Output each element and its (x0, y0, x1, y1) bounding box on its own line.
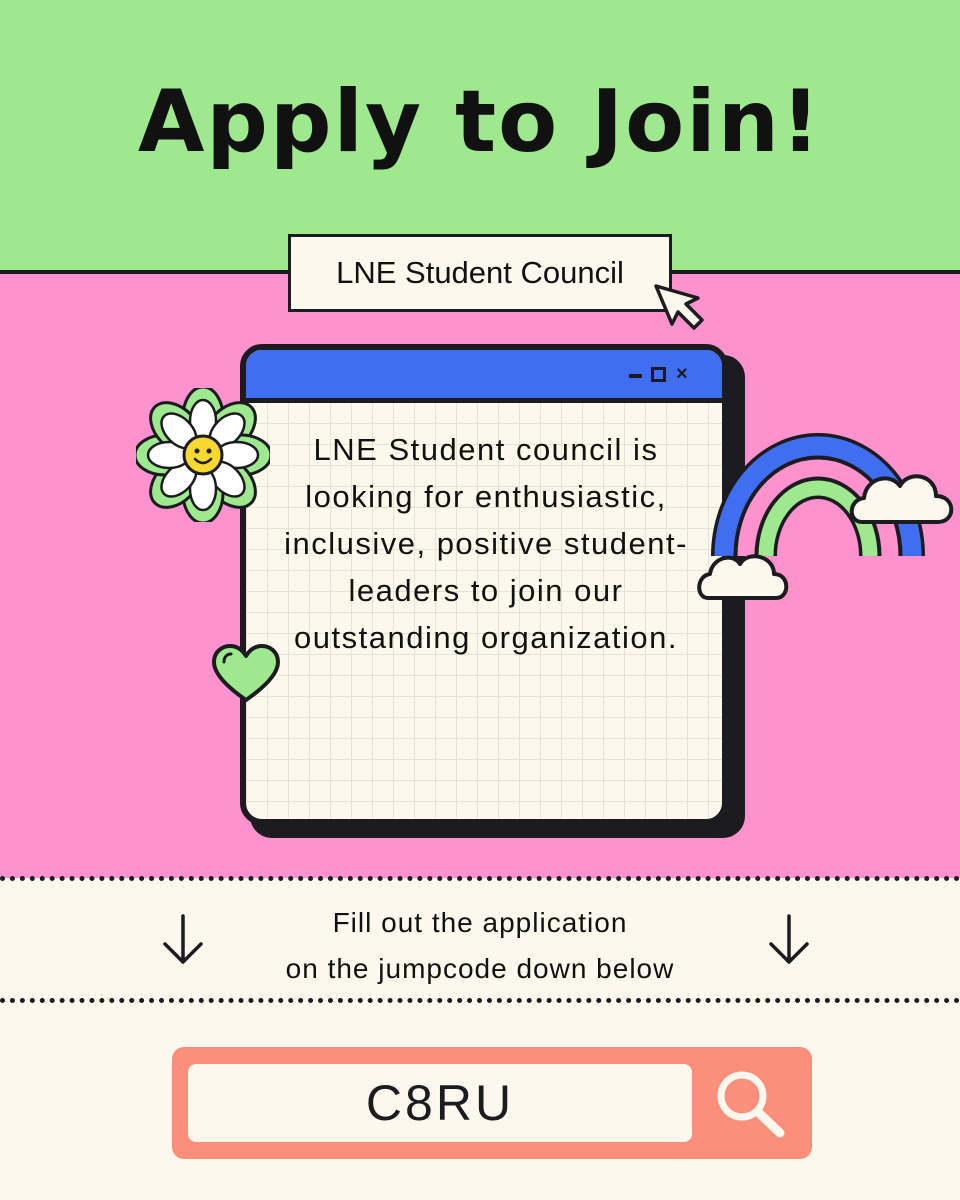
message-window (240, 344, 728, 825)
cloud-icon (699, 556, 786, 598)
rainbow-icon (694, 416, 960, 604)
down-arrow-icon (766, 912, 812, 968)
minimize-icon[interactable] (629, 374, 642, 378)
instructions-line-1: Fill out the application (332, 907, 628, 938)
dotted-divider-bottom (0, 998, 960, 1003)
down-arrow-icon (160, 912, 206, 968)
dotted-divider-top (0, 876, 960, 881)
window-title-bar (246, 350, 722, 403)
headline: Apply to Join! (137, 72, 823, 172)
close-icon[interactable]: × (676, 363, 688, 385)
maximize-icon[interactable] (651, 367, 666, 382)
instructions (230, 900, 730, 992)
search-input[interactable]: C8RU (188, 1064, 692, 1142)
instructions-line-2: on the jumpcode down below (285, 953, 675, 984)
search-icon[interactable] (712, 1066, 788, 1140)
cursor-arrow-icon (652, 282, 708, 332)
heart-icon (210, 642, 282, 706)
council-tag-label: LNE Student Council (336, 255, 624, 290)
flower-icon (136, 388, 270, 522)
council-tag (288, 234, 672, 312)
message-text: LNE Student council is looking for enthusiastic, inclusive, positive student-leaders to join our outstanding organization. (284, 432, 688, 655)
